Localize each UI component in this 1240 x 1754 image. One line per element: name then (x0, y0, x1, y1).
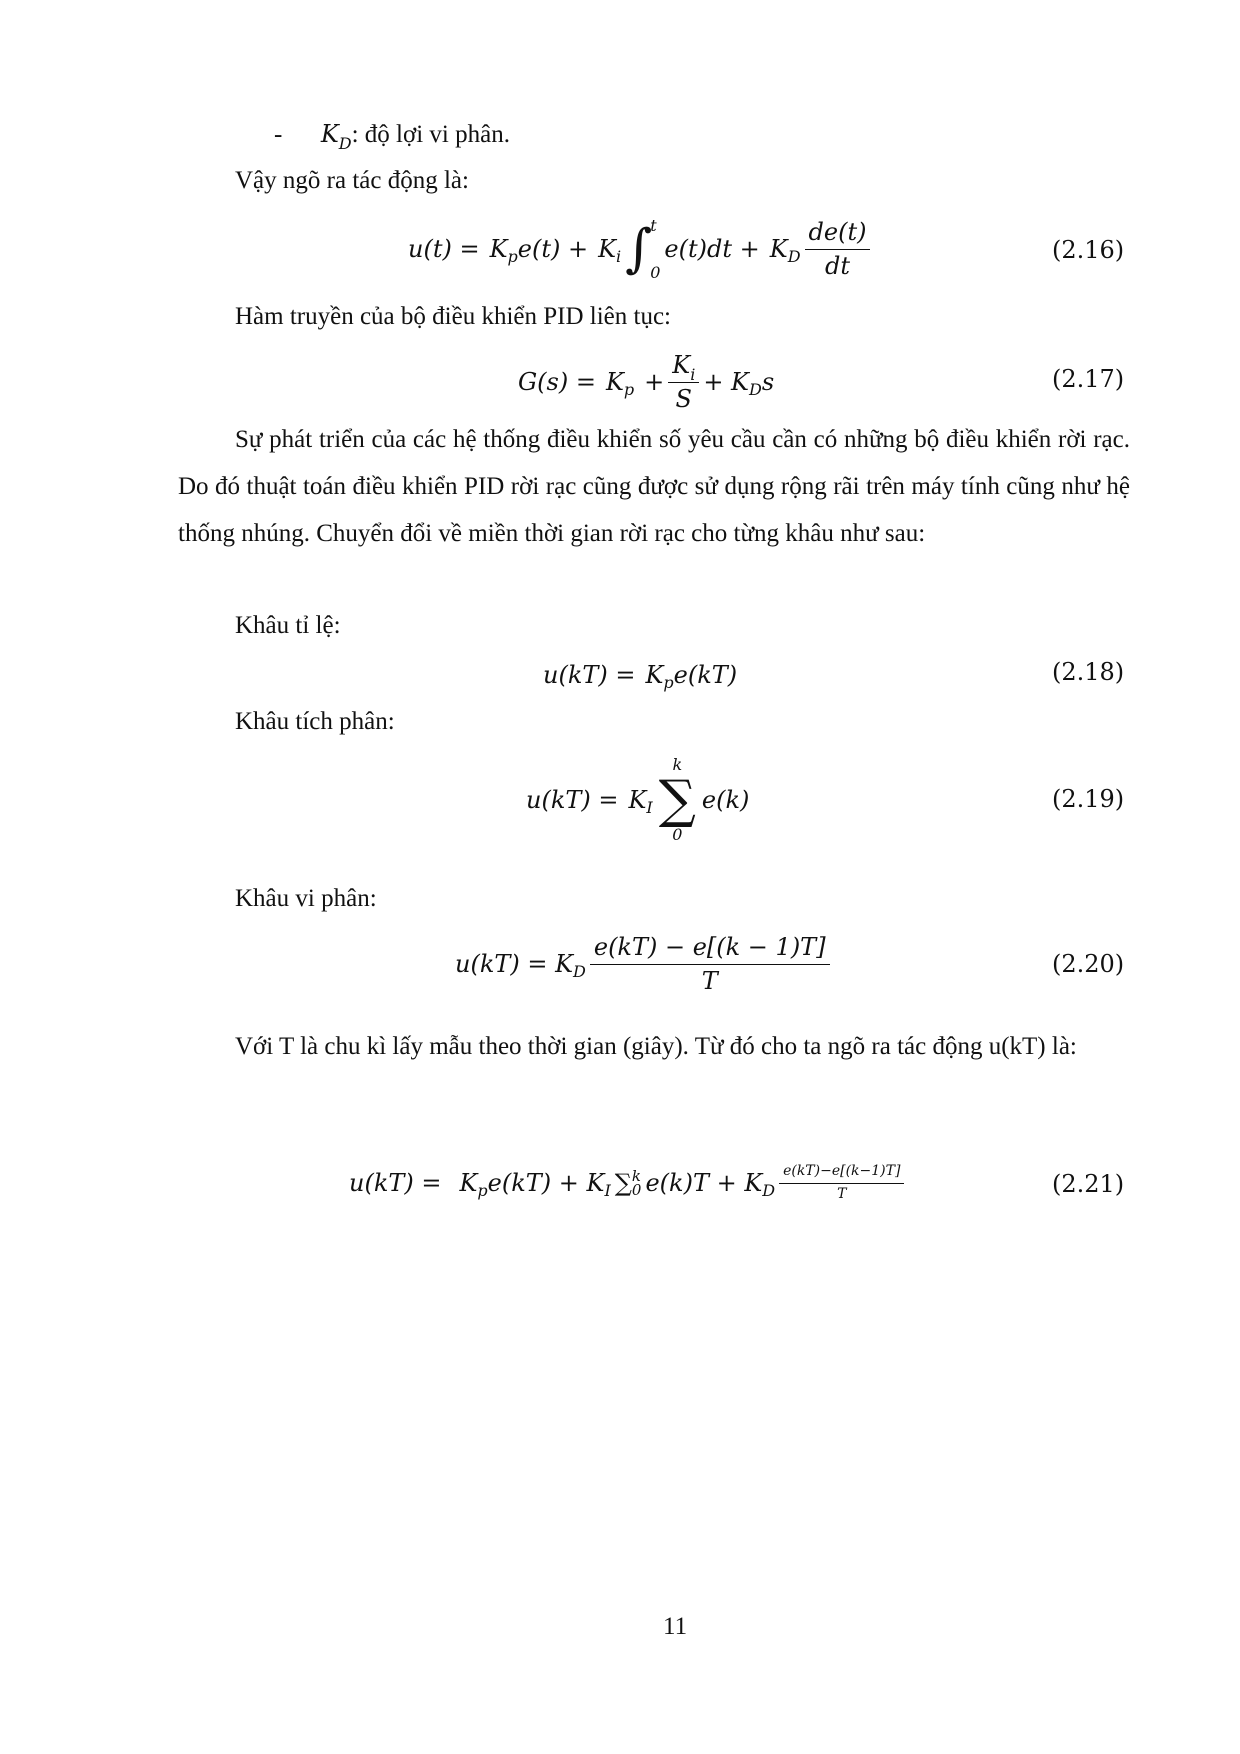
paragraph-sampling-text: Với T là chu kì lấy mẫu theo thời gian (giây). Từ đó cho ta ngõ ra tác động u(kT) là: (235, 1033, 1077, 1060)
eq218-lhs: u(kT) = (543, 661, 636, 689)
equation-2-21 (349, 1155, 908, 1211)
eq220-fraction (590, 934, 830, 994)
eq216-kd-sub: D (787, 246, 801, 266)
eq221-frac-num: e(kT)−e[(k−1)T] (779, 1164, 904, 1183)
eq-number-2-16: (2.16) (1052, 236, 1125, 264)
eq216-int-upper: t (650, 216, 657, 235)
paragraph-discrete-text: Sự phát triển của các hệ thống điều khiển số yêu cầu cần có những bộ điều khiển rời rạc. Do đó thuật toán điều khiển PID rời rạc cũng được sử dụng rộng rãi trên máy tính cũng như hệ thống nhúng. Chuyển đổi về miền thời gian rời rạc cho từng khâu như sau: (178, 426, 1130, 547)
eq216-int-lower: 0 (650, 263, 661, 282)
eq219-ki: K (628, 786, 647, 814)
equation-2-19 (526, 752, 749, 848)
eq218-kp-sub: p (663, 672, 674, 692)
paragraph-discrete (178, 416, 1130, 557)
eq217-fraction (668, 352, 699, 412)
eq220-lhs: u(kT) = K (455, 950, 574, 978)
eq216-kp: K (489, 235, 508, 263)
intro-transfer: Hàm truyền của bộ điều khiển PID liên tục: (235, 303, 671, 330)
eq219-lhs: u(kT) = (526, 786, 619, 814)
eq221-sum-lower: 0 (631, 1181, 642, 1199)
eq216-frac-num: de(t) (805, 219, 871, 249)
eq-number-2-20: (2.20) (1052, 950, 1125, 978)
equation-2-20 (455, 928, 834, 1000)
eq221-part2: e(k)T + K (645, 1169, 763, 1197)
eq216-integral: ∫ t 0 (625, 216, 661, 282)
eq221-frac-den: T (837, 1185, 847, 1202)
eq216-fraction (805, 219, 871, 279)
eq221-sum-upper: k (631, 1167, 642, 1185)
label-proportional: Khâu tỉ lệ: (235, 612, 341, 639)
eq217-ki-sub: i (690, 365, 696, 385)
bullet-symbol-sub: D (338, 134, 352, 153)
eq217-lhs: G(s) = (518, 368, 596, 396)
eq-number-2-21: (2.21) (1052, 1170, 1125, 1198)
eq216-term1-arg: e(t) + (517, 235, 589, 263)
eq219-sum-upper: k (672, 755, 683, 774)
eq217-plus: + (644, 368, 665, 396)
equation-2-18 (543, 655, 737, 695)
eq219-sum-lower: 0 (672, 825, 683, 844)
eq221-kd-sub: D (762, 1180, 776, 1200)
eq217-kp: K (605, 368, 624, 396)
eq217-frac-den: S (675, 384, 692, 413)
eq216-ki: K (598, 235, 617, 263)
eq216-kp-sub: p (507, 246, 518, 266)
eq216-frac-den: dt (824, 251, 850, 280)
eq217-kd-sub: D (748, 379, 762, 399)
label-derivative: Khâu vi phân: (235, 885, 377, 912)
bullet-dash: - (274, 121, 283, 148)
bullet-kd (274, 120, 510, 153)
eq-number-2-19: (2.19) (1052, 785, 1125, 813)
eq217-kp-sub: p (623, 379, 635, 399)
eq221-kp: K (459, 1169, 478, 1197)
intro-output: Vậy ngõ ra tác động là: (235, 167, 469, 194)
eq-number-2-18: (2.18) (1052, 658, 1125, 686)
equation-2-17 (518, 346, 774, 418)
eq217-ki: K (672, 351, 691, 380)
eq218-arg: e(kT) (673, 661, 738, 689)
bullet-symbol: K (320, 120, 339, 148)
eq221-fraction (779, 1164, 904, 1202)
eq217-kd: + K (703, 368, 749, 396)
eq217-var: s (761, 368, 775, 396)
eq220-frac-den: T (701, 966, 718, 995)
eq221-part1: e(kT) + K (487, 1169, 605, 1197)
eq216-ki-sub: i (616, 246, 622, 266)
eq218-kp: K (645, 661, 664, 689)
bullet-text: : độ lợi vi phân. (351, 121, 510, 148)
eq219-ki-sub: I (646, 797, 653, 817)
eq216-integrand: e(t)dt + (664, 235, 760, 263)
eq219-sum: k ∑ 0 (658, 755, 696, 844)
eq-number-2-17: (2.17) (1052, 365, 1125, 393)
eq219-arg: e(k) (701, 786, 750, 814)
page-number: 11 (663, 1613, 688, 1640)
label-integral: Khâu tích phân: (235, 708, 395, 735)
eq220-kd-sub: D (573, 961, 586, 981)
eq221-kp-sub: p (477, 1180, 488, 1200)
paragraph-sampling (178, 1023, 1130, 1070)
eq220-frac-num: e(kT) − e[(k − 1)T] (590, 934, 830, 964)
eq216-lhs: u(t) = (408, 235, 480, 263)
equation-2-16 (408, 212, 874, 286)
eq221-ki-sub: I (604, 1180, 611, 1200)
eq216-kd: K (769, 235, 788, 263)
eq221-sum-sign: ∑ (614, 1169, 632, 1197)
eq221-lhs: u(kT) = (349, 1169, 442, 1197)
